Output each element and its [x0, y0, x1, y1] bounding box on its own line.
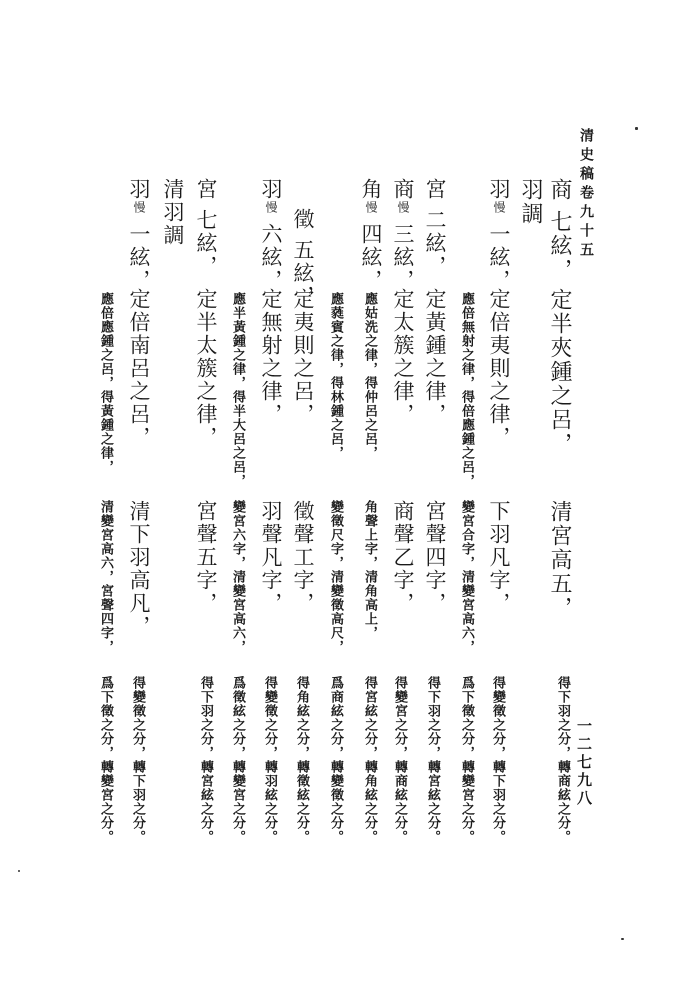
division-text: 爲徵絃之分，轉變宮之分。 — [230, 676, 245, 844]
division-text: 得宮絃之分，轉角絃之分。 — [362, 676, 377, 844]
string-label: 角 — [359, 178, 383, 201]
string-label: 羽 — [487, 178, 511, 201]
division-text: 爲下徵之分，轉變宮之分。 — [98, 676, 113, 844]
sound-text: 宮聲四字， — [423, 500, 447, 615]
string-label: 宮 — [194, 178, 218, 201]
tuning-text: 定倍夷則之律， — [487, 288, 511, 449]
sound-text: 清下羽高凡， — [127, 500, 151, 638]
sound-text: 商聲乙字， — [391, 500, 415, 615]
tuning-text: 定半太簇之律， — [194, 288, 218, 449]
variant-tuning-text: 應姑洗之律，得仲呂之呂， — [362, 292, 377, 460]
scan-speck — [635, 127, 638, 130]
tuning-text: 定太簇之律， — [391, 288, 415, 426]
tuning-text: 定半夾鍾之呂， — [547, 288, 572, 456]
sound-text: 下羽凡字， — [487, 500, 511, 615]
division-text: 得變徵之分，轉下羽之分。 — [130, 676, 145, 844]
division-text: 爲商絃之分，轉變徵之分。 — [328, 676, 343, 844]
sound-text: 羽聲凡字， — [259, 500, 283, 615]
variant-sound-text: 變宮六字，清變宮高六， — [230, 500, 245, 654]
string-number: 一絃， — [487, 223, 511, 292]
variant-tuning-text: 應倍無射之律，得倍應鍾之呂， — [459, 292, 474, 488]
slack-note: 慢 — [132, 201, 146, 215]
running-title: 清史稿卷九十五 — [578, 128, 594, 261]
string-label: 商 — [547, 178, 572, 202]
text-column-yu-1 — [484, 178, 514, 292]
page-number: 一二七九八 — [575, 718, 593, 808]
variant-sound-text: 變宮合字，清變宮高六， — [459, 500, 474, 654]
mode-heading: 清羽調 — [161, 178, 185, 247]
text-column-shang — [544, 178, 575, 282]
variant-tuning-text: 應半黃鍾之律，得半大呂之呂， — [230, 292, 245, 488]
string-number: 一絃， — [127, 223, 151, 292]
division-text: 爲下徵之分，轉變宮之分。 — [459, 676, 474, 844]
text-column-gong-7 — [191, 178, 221, 278]
string-number: 四絃， — [359, 223, 383, 292]
string-number: 六絃， — [259, 223, 283, 292]
slack-note: 慢 — [492, 201, 506, 215]
scan-speck — [18, 870, 20, 872]
string-number: 七絃， — [194, 209, 218, 278]
text-column-yu-6 — [256, 178, 286, 292]
string-label: 徵 — [291, 208, 315, 231]
division-text: 得角絃之分，轉徵絃之分。 — [294, 676, 309, 844]
text-column-gong-2 — [420, 178, 450, 278]
variant-sound-text: 變徵尺字，清變徵高尺， — [328, 500, 343, 654]
variant-sound-text: 清變宮高六，宮聲四字， — [98, 500, 113, 654]
string-number: 七絃， — [547, 210, 572, 282]
division-text: 得下羽之分，轉商絃之分。 — [555, 676, 570, 844]
string-number: 二絃， — [423, 209, 447, 278]
text-column-qing-yu-1 — [124, 178, 154, 292]
variant-tuning-text: 應蕤賓之律，得林鍾之呂， — [328, 292, 343, 460]
string-label: 羽 — [127, 178, 151, 201]
sound-text: 宮聲五字， — [194, 500, 218, 615]
division-text: 得下羽之分，轉宮絃之分。 — [198, 676, 213, 844]
variant-sound-text: 角聲上字，清角高上， — [362, 500, 377, 640]
tuning-text: 定無射之律， — [259, 288, 283, 426]
string-number: 五絃， — [291, 239, 315, 308]
tuning-text: 定黃鍾之律， — [423, 288, 447, 426]
text-column-jue-4 — [356, 178, 386, 292]
sound-text: 徵聲工字， — [291, 500, 315, 615]
mode-heading: 羽調 — [518, 178, 543, 226]
string-number: 三絃， — [391, 223, 415, 292]
string-label: 宮 — [423, 178, 447, 201]
sound-text: 清宮高五， — [547, 500, 572, 620]
division-text: 得變徵之分，轉下羽之分。 — [490, 676, 505, 844]
tuning-text: 定倍南呂之呂， — [127, 288, 151, 449]
division-text: 得變徵之分，轉羽絃之分。 — [262, 676, 277, 844]
tuning-text: 定夷則之呂， — [291, 288, 315, 426]
division-text: 得下羽之分，轉宮絃之分。 — [425, 676, 440, 844]
slack-note: 慢 — [264, 201, 278, 215]
scan-speck — [621, 938, 624, 940]
division-text: 得變宮之分，轉商絃之分。 — [392, 676, 407, 844]
variant-tuning-text: 應倍應鍾之呂，得黃鍾之律， — [98, 292, 113, 474]
slack-note: 慢 — [396, 201, 410, 215]
string-label: 羽 — [259, 178, 283, 201]
string-label: 商 — [391, 178, 415, 201]
slack-note: 慢 — [364, 201, 378, 215]
text-column-shang-3 — [388, 178, 418, 292]
